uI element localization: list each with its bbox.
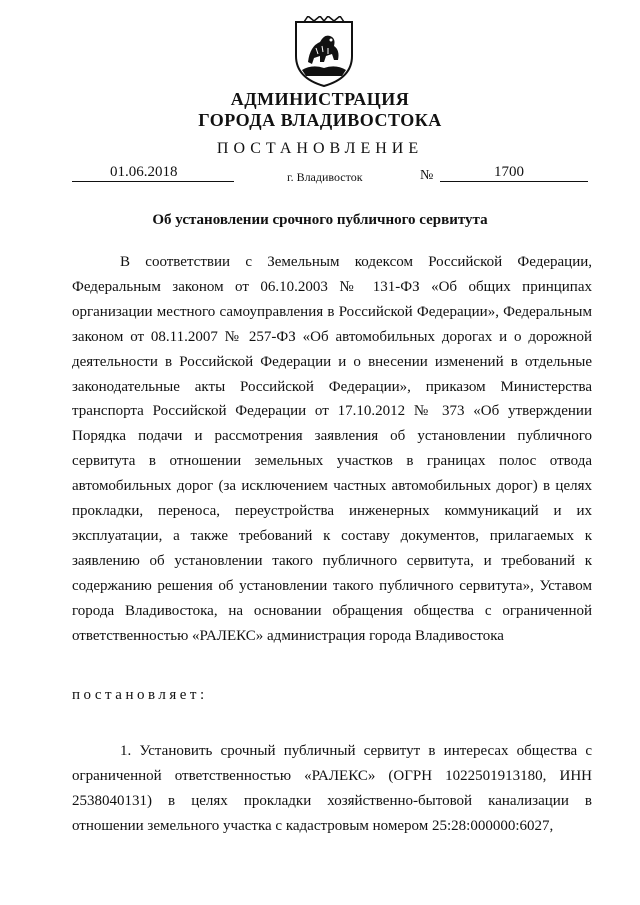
preamble-paragraph: В соответствии с Земельным кодексом Российской Федерации, Федеральным законом от 06.10.2003 № 131-ФЗ «Об общих принципах организации местного самоуправления в Российской Федерации», Федеральным законом от 08.11.2007 № 257-ФЗ «Об автомобильных дорогах и о дорожной деятельности в Российской Федерации и о внесении изменений в отдельные законодательные акты Российской Федерации», приказом Министерства транспорта Российской Федерации от 17.10.2012 № 373 «Об утверждении Порядка подачи и рассмотрения заявления об установлении публичного сервитута в отношении земельных участков в границах полос отвода автомобильных дорог (за исключением частных автомобильных дорог) в целях прокладки, переноса, переустройства инженерных коммуникаций и их эксплуатации, а также требований к составу документов, прилагаемых к заявлению об установлении такого публичного сервитута, и требований к содержанию решения об установлении такого публичного сервитута», Уставом города Владивостока, на основании обращения общества с ограниченной ответственностью «РАЛЕКС» администрация города Владивостока <box>72 254 592 644</box>
coat-of-arms-icon <box>290 16 358 88</box>
document-type: ПОСТАНОВЛЕНИЕ <box>216 140 424 157</box>
decree-word: постановляет: <box>72 687 208 703</box>
document-city: г. Владивосток <box>287 170 363 184</box>
date-underline <box>72 181 234 182</box>
document-number: 1700 <box>494 164 524 180</box>
org-name-line1: АДМИНИСТРАЦИЯ <box>230 89 410 109</box>
number-underline <box>440 181 588 182</box>
document-title: Об установлении срочного публичного сервитута <box>152 212 488 228</box>
number-label: № <box>420 168 434 183</box>
clause-1-paragraph: 1. Установить срочный публичный сервитут в интересах общества с ограниченной ответственностью «РАЛЕКС» (ОГРН 1022501913180, ИНН 2538040131) в целях прокладки хозяйственно-бытовой канализации в отношении земельного участка с кадастровым номером 25:28:000000:6027, <box>72 743 592 834</box>
org-name-line2: ГОРОДА ВЛАДИВОСТОКА <box>198 110 442 130</box>
document-date: 01.06.2018 <box>110 164 178 180</box>
